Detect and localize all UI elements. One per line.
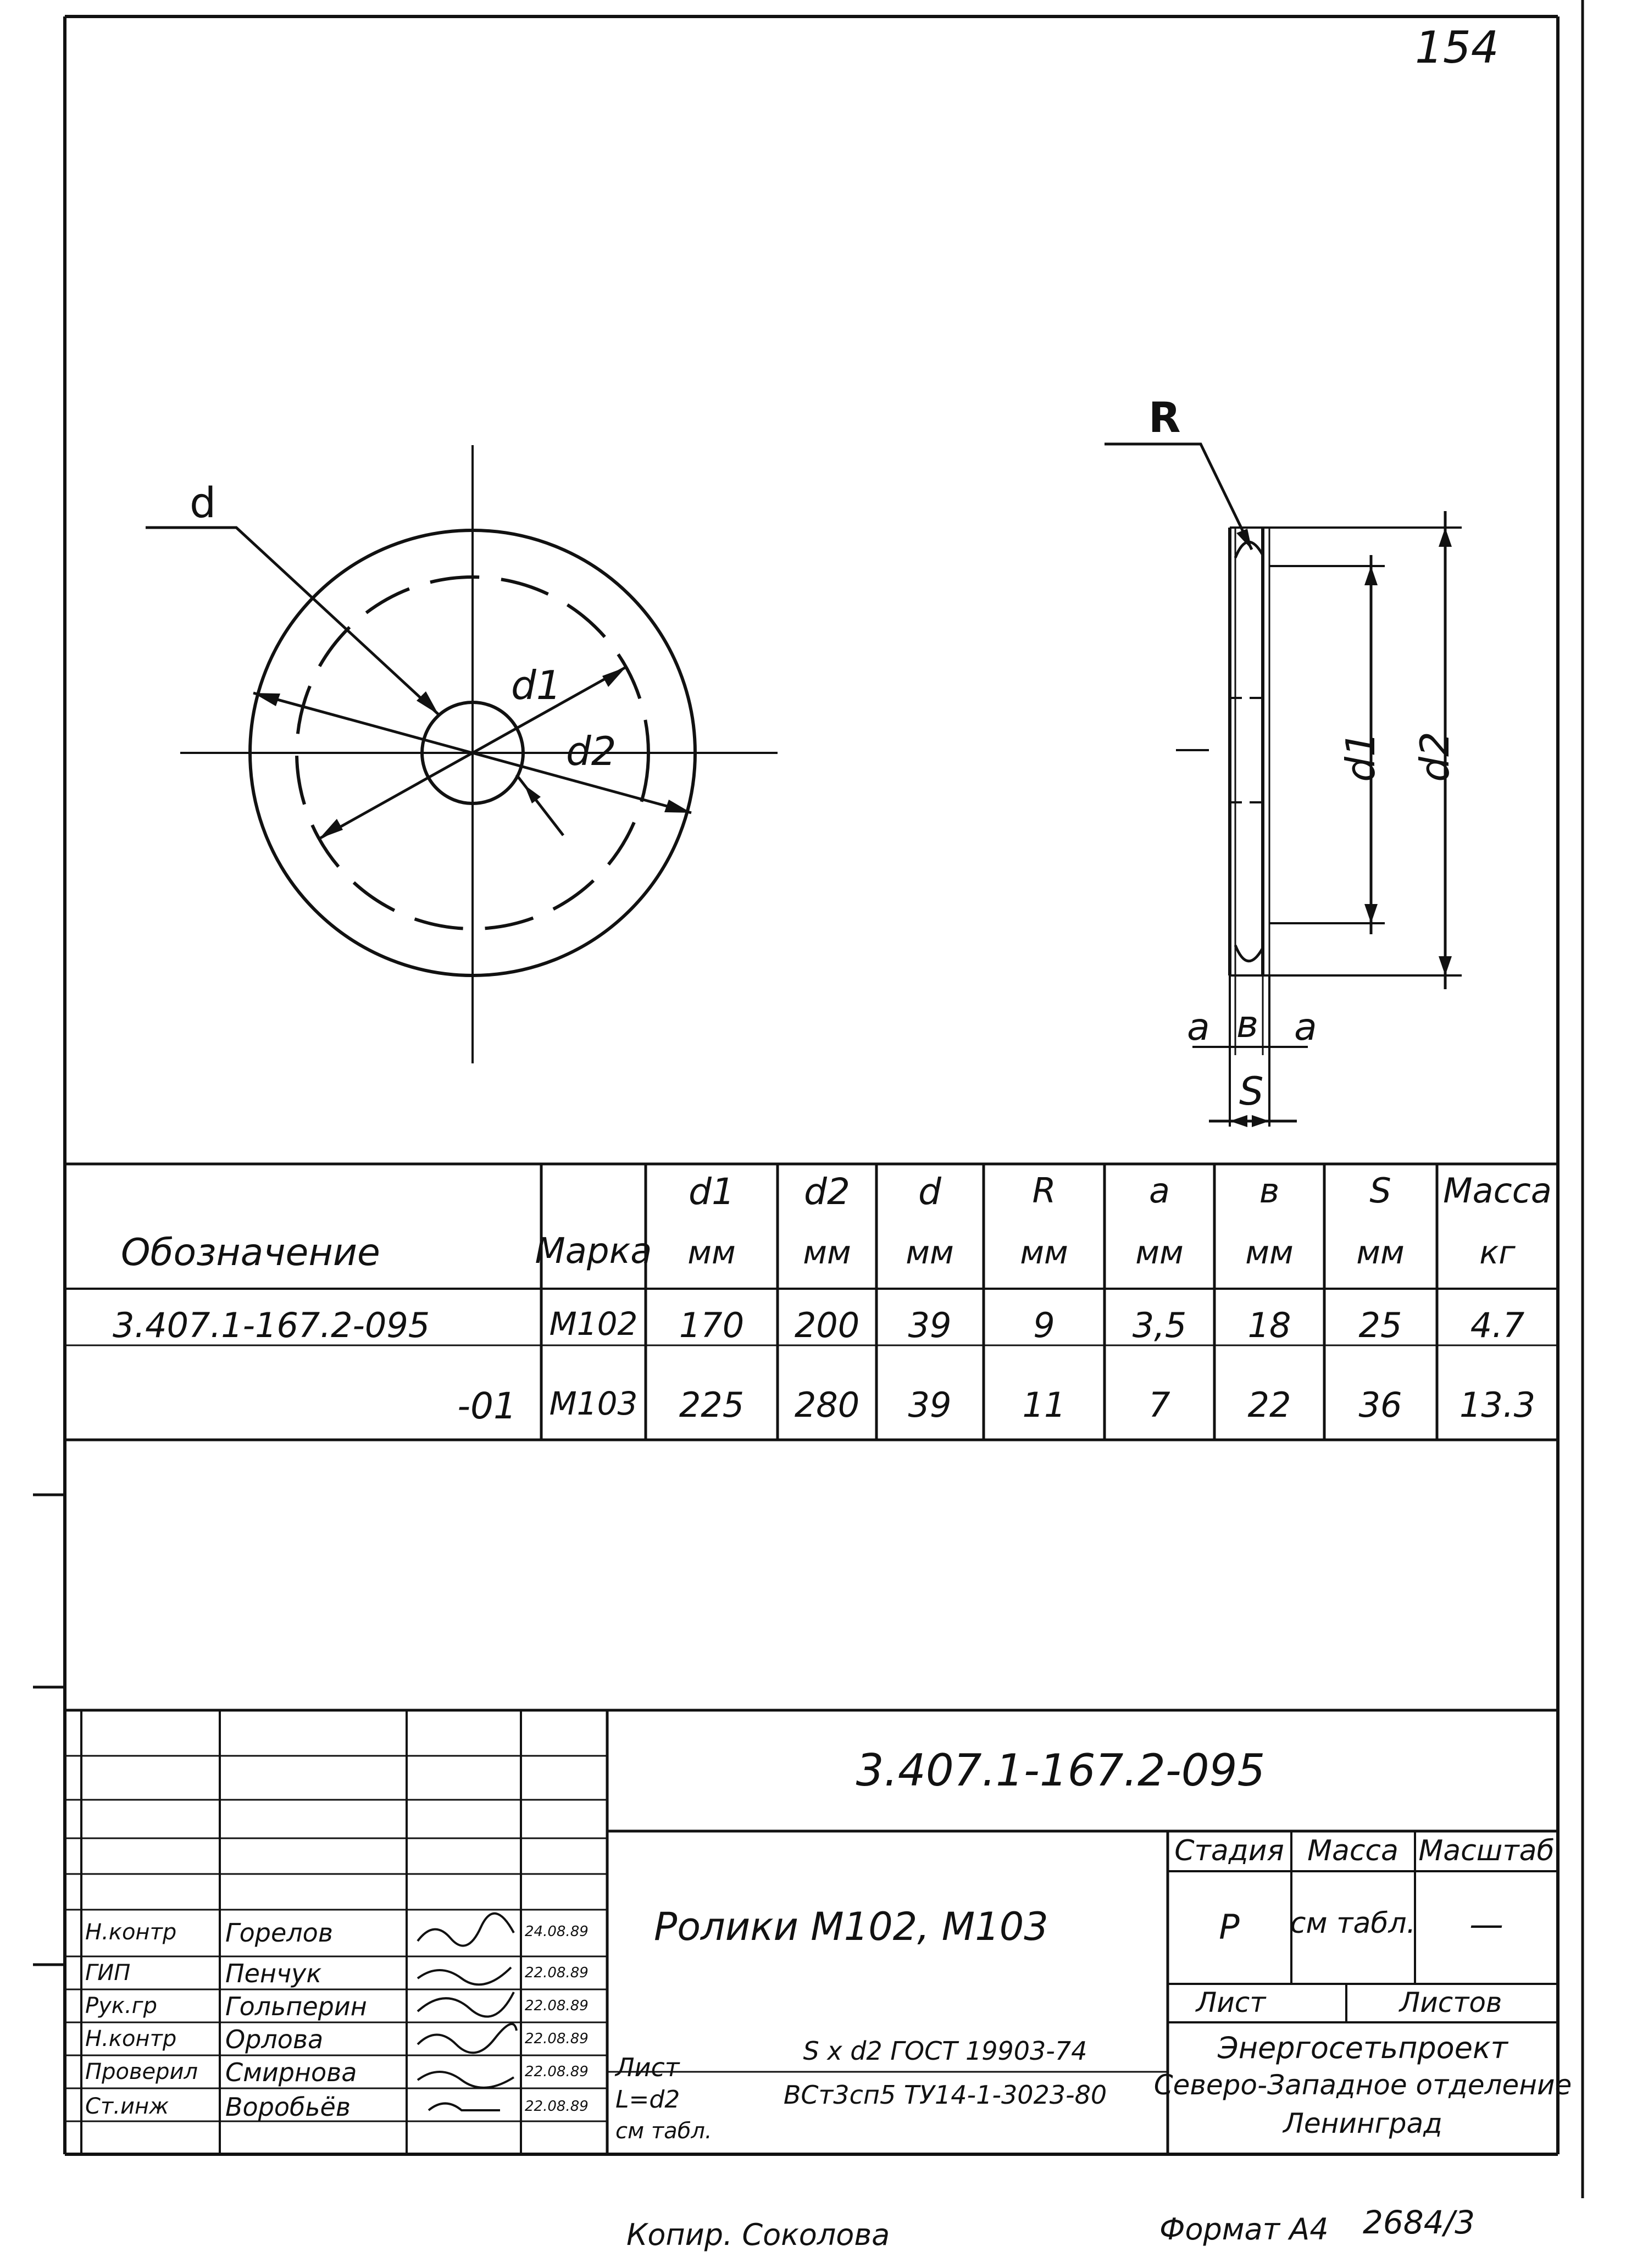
mass-value: см табл.: [1290, 1907, 1416, 1940]
row1-a: 3,5: [1132, 1305, 1187, 1345]
sig-date-4: 22.08.89: [525, 2031, 589, 2047]
header-d1-unit: мм: [687, 1234, 736, 1271]
header-designation: Обозначение: [121, 1231, 380, 1274]
row1-mass: 4.7: [1470, 1305, 1525, 1345]
sig-name-4: Орлова: [225, 2025, 324, 2054]
sig-role-1: Н.контр: [85, 1920, 177, 1945]
footer-copied: Копир. Соколова: [626, 2217, 890, 2252]
sig-name-1: Горелов: [225, 1918, 333, 1948]
row2-b: 22: [1247, 1385, 1291, 1425]
header-d2-unit: мм: [803, 1234, 851, 1271]
sig-name-5: Смирнова: [225, 2058, 357, 2087]
header-a: a: [1149, 1171, 1170, 1211]
stage-label: Стадия: [1174, 1834, 1284, 1867]
org-line2: Северо-Западное отделение: [1153, 2069, 1572, 2101]
header-S: S: [1369, 1171, 1391, 1211]
page-number: 154: [1415, 22, 1499, 73]
scale-label: Масштаб: [1418, 1834, 1555, 1867]
material-line2: ВСт3сп5 ТУ14-1-3023-80: [783, 2080, 1107, 2110]
row2-S: 36: [1358, 1385, 1402, 1425]
sig-date-1: 24.08.89: [525, 1923, 589, 1940]
sheet-note-3: см табл.: [615, 2119, 712, 2144]
row1-d: 39: [908, 1305, 952, 1345]
header-d2: d2: [804, 1171, 850, 1213]
sig-role-6: Ст.инж: [85, 2094, 169, 2119]
row1-b: 18: [1247, 1305, 1291, 1345]
header-a-unit: мм: [1135, 1234, 1184, 1271]
label-S: S: [1239, 1069, 1264, 1114]
sheet-note-2: L=d2: [615, 2086, 680, 2114]
header-R: R: [1032, 1171, 1056, 1211]
row2-d: 39: [908, 1385, 952, 1425]
sig-role-5: Проверил: [85, 2059, 198, 2084]
header-mass-unit: кг: [1479, 1234, 1516, 1271]
org-line1: Энергосетьпроект: [1217, 2031, 1508, 2065]
label-d1: d1: [511, 662, 562, 708]
org-line3: Ленинград: [1283, 2108, 1442, 2139]
label-side-d2: d2: [1411, 731, 1458, 782]
sig-date-2: 22.08.89: [525, 1965, 589, 1981]
sheets-label: Листов: [1399, 1987, 1502, 2019]
stage-value: Р: [1219, 1907, 1240, 1947]
front-view: [146, 445, 778, 1063]
sig-role-4: Н.контр: [85, 2026, 177, 2051]
sig-date-5: 22.08.89: [525, 2064, 589, 2080]
row2-designation: -01: [457, 1385, 517, 1427]
header-mass: Масса: [1443, 1171, 1552, 1211]
header-d1: d1: [689, 1171, 735, 1213]
sig-role-2: ГИП: [85, 1960, 131, 1986]
row1-mark: М102: [549, 1305, 638, 1343]
header-b: в: [1259, 1171, 1280, 1211]
side-view: [1105, 444, 1462, 1127]
sig-date-6: 22.08.89: [525, 2098, 589, 2115]
label-b: в: [1236, 1003, 1259, 1046]
header-b-unit: мм: [1245, 1234, 1294, 1271]
material-line1: S x d2 ГОСТ 19903-74: [803, 2036, 1087, 2066]
label-d2: d2: [566, 728, 617, 774]
row1-d1: 170: [679, 1305, 745, 1345]
row1-designation: 3.407.1-167.2-095: [113, 1305, 430, 1345]
sig-name-3: Гольперин: [225, 1992, 367, 2021]
header-mark: Марка: [535, 1231, 652, 1272]
label-d: d: [190, 478, 217, 527]
sig-role-3: Рук.гр: [85, 1993, 158, 2019]
sig-name-2: Пенчук: [225, 1959, 322, 1988]
row1-d2: 200: [794, 1305, 860, 1345]
header-d-unit: мм: [906, 1234, 954, 1271]
header-d: d: [918, 1171, 941, 1213]
scale-value: —: [1469, 1904, 1503, 1944]
doc-code: 3.407.1-167.2-095: [856, 1745, 1266, 1796]
label-R: R: [1148, 393, 1181, 442]
label-side-d1: d1: [1337, 731, 1384, 782]
row1-R: 9: [1033, 1305, 1055, 1345]
row2-a: 7: [1148, 1385, 1170, 1425]
sig-date-3: 22.08.89: [525, 1998, 589, 2014]
header-S-unit: мм: [1356, 1234, 1405, 1271]
label-a-right: a: [1294, 1006, 1317, 1049]
drawing-title: Ролики М102, М103: [654, 1904, 1048, 1949]
row2-d2: 280: [794, 1385, 860, 1425]
row1-S: 25: [1358, 1305, 1402, 1345]
sheet-label: Лист: [1196, 1987, 1266, 2019]
row2-d1: 225: [679, 1385, 745, 1425]
sig-name-6: Воробьёв: [225, 2092, 351, 2122]
sheet-note-1: Лист: [615, 2053, 680, 2082]
label-a-left: a: [1187, 1006, 1210, 1049]
row2-mark: М103: [549, 1385, 638, 1422]
signatures-graphic: [418, 1914, 517, 2110]
footer-number: 2684/3: [1363, 2204, 1475, 2241]
header-R-unit: мм: [1020, 1234, 1068, 1271]
mass-label: Масса: [1307, 1834, 1399, 1867]
row2-mass: 13.3: [1459, 1385, 1536, 1425]
row2-R: 11: [1022, 1385, 1066, 1425]
footer-format: Формат А4: [1159, 2212, 1329, 2247]
